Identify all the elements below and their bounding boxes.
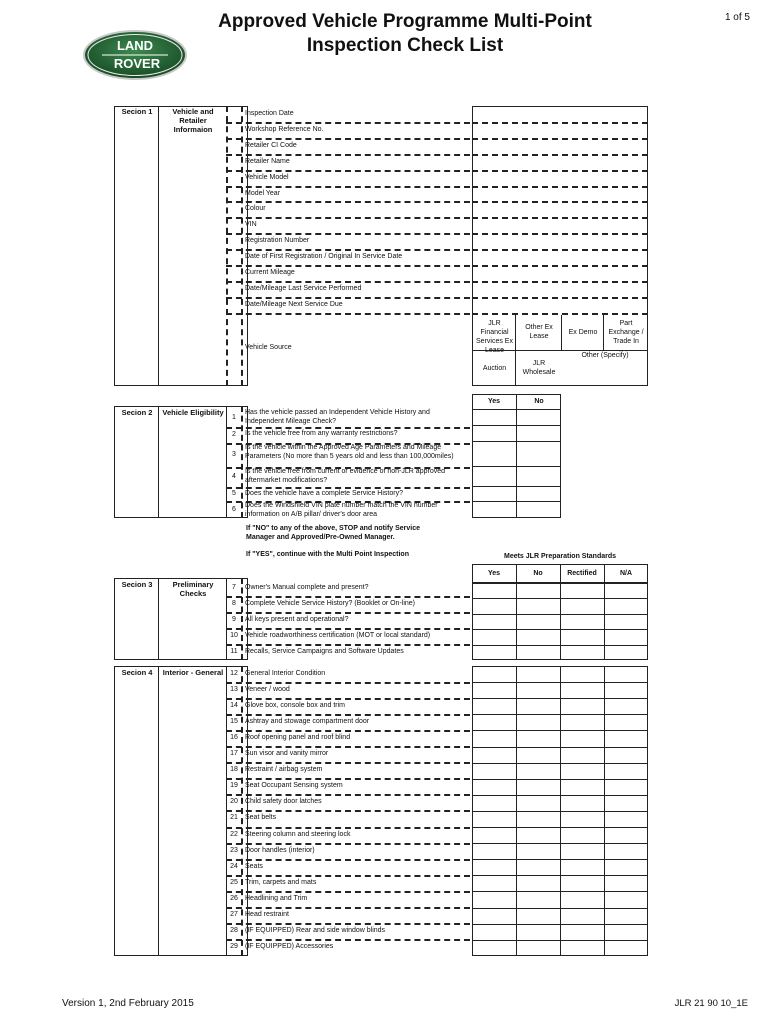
check-item-label: Steering column and steering lock (245, 830, 351, 838)
check-item-label: Trim, carpets and mats (245, 878, 317, 886)
section1-entry-line[interactable] (472, 265, 648, 267)
section4-answer-row[interactable] (472, 859, 648, 875)
section3-title: Preliminary Checks (172, 580, 214, 598)
section1-field-label: Retailer CI Code (245, 141, 297, 149)
source-jlr-financial[interactable]: JLR Financial Services Ex Lease (476, 320, 513, 354)
section2-yes-header: Yes (487, 398, 501, 405)
item-number: 26 (230, 894, 238, 902)
item-number: 28 (230, 926, 238, 934)
check-item-label: All keys present and operational? (245, 616, 349, 623)
section1-entry-line[interactable] (472, 138, 648, 140)
check-item-label: Ashtray and stowage compartment door (245, 718, 370, 726)
prep-col-header: No (533, 570, 543, 577)
section3-label: Secion 3 (121, 580, 153, 589)
item-number: 8 (232, 600, 236, 607)
doc-reference: JLR 21 90 10_1E (674, 998, 748, 1009)
item-number: 21 (230, 814, 238, 822)
eligibility-question: Is the vehicle free from any warranty restrictions? (245, 430, 398, 437)
section1-field-label: Date/Mileage Next Service Due (245, 300, 343, 308)
section4-answer-row[interactable] (472, 795, 648, 811)
section4-answer-row[interactable] (472, 666, 648, 682)
source-other-specify[interactable]: Other (Specify) (581, 352, 629, 359)
source-other-ex-lease[interactable]: Other Ex Lease (525, 324, 553, 340)
section1-field-label: Current Mileage (245, 269, 295, 276)
section4-answer-row[interactable] (472, 827, 648, 843)
item-number: 18 (230, 766, 238, 774)
section3-answer-row[interactable] (472, 614, 648, 629)
section4-answer-row[interactable] (472, 940, 648, 956)
check-item-label: Seat Occupant Sensing system (245, 782, 343, 790)
item-number: 11 (230, 648, 238, 655)
item-number: 19 (230, 782, 238, 790)
section2-no-cells[interactable] (517, 410, 561, 518)
source-jlr-wholesale[interactable]: JLR Wholesale (522, 360, 556, 376)
section1-entry-line[interactable] (472, 249, 648, 251)
item-number: 17 (230, 750, 238, 758)
question-number: 5 (232, 490, 236, 497)
item-number: 7 (232, 584, 236, 591)
item-number: 16 (230, 734, 238, 742)
item-number: 29 (230, 942, 238, 950)
item-number: 12 (230, 670, 238, 677)
section2-title: Vehicle Eligibility (162, 408, 224, 417)
check-item-label: Vehicle roadworthiness certification (MOT or local standard) (245, 632, 431, 639)
check-item-label: Glove box, console box and trim (245, 702, 345, 710)
section1-field-label: Model Year (245, 189, 281, 197)
source-auction[interactable]: Auction (482, 365, 507, 372)
check-item-label: General Interior Condition (245, 670, 326, 677)
section1-title: Vehicle and Retailer Informaion (172, 107, 214, 134)
section4-answer-row[interactable] (472, 714, 648, 730)
section1-field-label: Vehicle Source (245, 344, 292, 351)
check-item-label: Child safety door latches (245, 798, 322, 806)
page-number: 1 of 5 (724, 12, 750, 23)
section1-entry-line[interactable] (472, 217, 648, 219)
eligibility-question: Has the vehicle passed an Independent Vehicle History and Independent Mileage Check? (245, 409, 430, 425)
eligibility-question: Is the vehicle free from current or evidence of non-JLR approved aftermarket modifications? (245, 468, 445, 484)
check-item-label: Seats (245, 862, 263, 870)
section1-entry-line[interactable] (472, 154, 648, 156)
question-number: 4 (232, 473, 236, 480)
prep-col-header: Rectified (567, 570, 597, 577)
item-number: 27 (230, 910, 238, 918)
question-number: 3 (232, 451, 236, 458)
section4-label: Secion 4 (121, 668, 153, 677)
section4-answer-row[interactable] (472, 698, 648, 714)
section2-stop-note: If "NO" to any of the above, STOP and notify Service Manager and Approved/Pre-Owned Manager. (246, 525, 421, 541)
check-item-label: (IF EQUIPPED) Accessories (245, 942, 334, 950)
section4-title: Interior - General (162, 668, 224, 677)
section4-answer-row[interactable] (472, 763, 648, 779)
item-number: 25 (230, 878, 238, 886)
section1-entry-line[interactable] (472, 170, 648, 172)
item-number: 20 (230, 798, 238, 806)
check-item-label: Door handles (interior) (245, 846, 315, 854)
section2-no-header: No (534, 398, 544, 405)
section2-label: Secion 2 (121, 408, 153, 417)
section1-entry-line[interactable] (472, 186, 648, 188)
section1-field-label: Inspection Date (245, 110, 294, 117)
section1-field-label: Workshop Reference No. (245, 125, 324, 133)
section4-answer-row[interactable] (472, 747, 648, 763)
eligibility-question: Is the vehicle within the Approved Age Parameters and Mileage Parameters (No more than 5 years old and less than 100,000miles) (245, 444, 454, 460)
source-ex-demo[interactable]: Ex Demo (568, 329, 598, 336)
item-number: 23 (230, 846, 238, 854)
check-item-label: Veneer / wood (245, 686, 290, 694)
item-number: 15 (230, 718, 238, 726)
section1-field-label: Colour (245, 205, 266, 213)
section1-field-label: VIN (245, 221, 257, 229)
section1-entry-line[interactable] (472, 201, 648, 203)
svg-text:LAND: LAND (116, 38, 154, 53)
page-title: Approved Vehicle Programme Multi-Point Inspection Check List (218, 11, 592, 56)
check-item-label: Seat belts (245, 814, 277, 822)
check-item-label: Roof opening panel and roof blind (245, 734, 351, 742)
section4-answer-row[interactable] (472, 875, 648, 891)
section4-answer-row[interactable] (472, 924, 648, 940)
item-number: 9 (232, 616, 236, 623)
item-number: 13 (230, 686, 238, 694)
prep-col-header: N/A (619, 570, 633, 577)
eligibility-question: Does the Windshield VIN plate number match the VIN number information on A/B pillar/ driver's door area (245, 502, 438, 518)
section1-field-label: Vehicle Model (245, 173, 289, 181)
section1-field-label: Date/Mileage Last Service Performed (245, 284, 362, 292)
section3-answer-row[interactable] (472, 583, 648, 598)
section4-answer-row[interactable] (472, 682, 648, 698)
section4-answer-row[interactable] (472, 908, 648, 924)
item-number: 22 (230, 830, 238, 838)
section3-answer-row[interactable] (472, 598, 648, 613)
eligibility-question: Does the vehicle have a complete Service History? (245, 490, 403, 497)
check-item-label: Recalls, Service Campaigns and Software Updates (245, 648, 404, 655)
source-part-exchange[interactable]: Part Exchange / Trade In (608, 320, 644, 345)
item-number: 14 (230, 702, 238, 710)
check-item-label: Headlining and Trim (245, 894, 308, 902)
section2-continue-note: If "YES", continue with the Multi Point Inspection (246, 551, 409, 558)
check-item-label: Restraint / airbag system (245, 766, 323, 774)
check-item-label: Complete Vehicle Service History? (Booklet or On-line) (245, 600, 416, 607)
question-number: 6 (232, 505, 236, 513)
prep-standards-title: Meets JLR Preparation Standards (503, 553, 617, 560)
section2-yes-cells[interactable] (472, 410, 516, 518)
section4-answer-row[interactable] (472, 811, 648, 827)
land-rover-logo (82, 29, 188, 81)
item-number: 24 (230, 862, 238, 870)
question-number: 2 (232, 431, 236, 438)
section1-entry-line[interactable] (472, 313, 648, 315)
section4-answer-row[interactable] (472, 891, 648, 907)
version-footer: Version 1, 2nd February 2015 (62, 998, 194, 1009)
check-item-label: Sun visor and vanity mirror (245, 750, 329, 758)
check-item-label: Head restraint (245, 910, 289, 918)
section3-answer-row[interactable] (472, 645, 648, 660)
section1-label: Secion 1 (121, 107, 153, 116)
section4-answer-row[interactable] (472, 730, 648, 746)
section4-answer-row[interactable] (472, 843, 648, 859)
check-item-label: Owner's Manual complete and present? (245, 584, 369, 591)
svg-text:ROVER: ROVER (113, 56, 161, 71)
item-number: 10 (230, 632, 238, 639)
section4-answer-row[interactable] (472, 779, 648, 795)
section1-field-label: Date of First Registration / Original In Service Date (245, 253, 403, 261)
section1-field-label: Retailer Name (245, 157, 290, 165)
question-number: 1 (232, 413, 236, 421)
section1-entry-line[interactable] (472, 233, 648, 235)
section3-answer-row[interactable] (472, 629, 648, 644)
section1-entry-line[interactable] (472, 281, 648, 283)
check-item-label: (IF EQUIPPED) Rear and side window blinds (245, 926, 386, 934)
prep-col-header: Yes (487, 570, 501, 577)
section1-entry-line[interactable] (472, 122, 648, 124)
section1-entry-line[interactable] (472, 297, 648, 299)
section1-field-label: Registration Number (245, 237, 310, 245)
